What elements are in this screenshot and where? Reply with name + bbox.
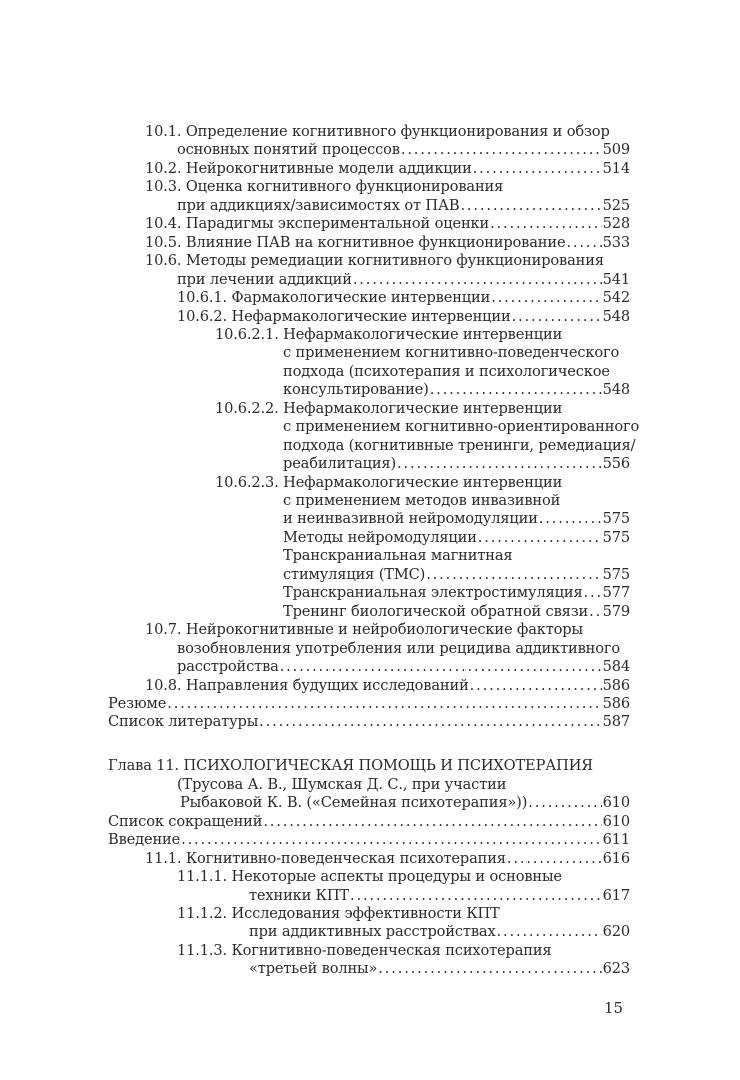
toc-entry-text: 10.6.2.1. Нефармакологические интервенции [215, 325, 563, 343]
toc-line [145, 850, 630, 869]
toc-entry-text: 10.4. Парадигмы экспериментальной оценки [145, 215, 490, 233]
toc-page-number: 575 [602, 528, 630, 546]
toc-entry-text: Список сокращений [108, 812, 263, 830]
toc-line [145, 252, 630, 271]
toc-entry-text: 11.1. Когнитивно-поведенческая психотерапия [145, 849, 506, 867]
toc-entry-text: Транскраниальная электростимуляция [283, 584, 583, 602]
toc-entry-text: основных понятий процессов [177, 141, 400, 159]
toc-page-number: 586 [602, 694, 630, 712]
toc-entry-text: 10.6.2. Нефармакологические интервенции [177, 307, 511, 325]
toc-entry-text: стимуляция (ТМС) [283, 565, 426, 583]
toc-line [177, 308, 630, 327]
dot-leader [491, 289, 601, 306]
toc-line [108, 831, 630, 850]
toc-entry-text: Глава 11. ПСИХОЛОГИЧЕСКАЯ ПОМОЩЬ И ПСИХОТЕРАПИЯ [108, 757, 593, 775]
dot-leader [460, 197, 601, 214]
dot-leader [512, 308, 602, 325]
toc-page-number: 586 [602, 676, 630, 694]
toc-line [177, 640, 630, 659]
dot-leader [430, 381, 602, 398]
dot-leader [353, 271, 602, 288]
page-number: 15 [604, 999, 624, 1017]
dot-leader [507, 850, 602, 867]
toc-line [145, 178, 630, 197]
toc-line [177, 942, 630, 961]
toc-entry-text: с применением когнитивно-ориентированного [283, 418, 640, 436]
toc-entry-text: 10.1. Определение когнитивного функционирования и обзор [145, 123, 610, 140]
toc-entry-text: при лечении аддикций [177, 270, 352, 288]
toc-line [249, 960, 630, 979]
dot-leader [566, 234, 601, 251]
toc-page-number: 514 [602, 159, 630, 177]
toc-page-number: 533 [602, 233, 630, 251]
dot-leader [584, 584, 602, 601]
toc-entry-text: Список литературы [108, 713, 259, 731]
toc-page-number: 548 [602, 381, 630, 399]
toc-line [215, 474, 630, 493]
toc-line [177, 289, 630, 308]
toc-line [177, 197, 630, 216]
toc-entry-text: «третьей волны» [249, 960, 378, 978]
toc-line [283, 455, 630, 474]
toc-page-number: 616 [602, 849, 630, 867]
dot-leader [478, 529, 602, 546]
toc-page-number: 617 [602, 886, 630, 904]
toc-page-number: 548 [602, 307, 630, 325]
toc-entry-text: 10.6.1. Фармакологические интервенции [177, 289, 491, 307]
toc-entry-text: реабилитация) [283, 455, 397, 473]
dot-leader [397, 455, 602, 472]
toc-line [145, 234, 630, 253]
toc-entry-text: 10.2. Нейрокогнитивные модели аддикции [145, 159, 472, 177]
toc-page-number: 584 [602, 658, 630, 676]
toc-entry-text: с применением когнитивно-поведенческого [283, 344, 620, 362]
toc-page-number: 623 [602, 960, 630, 978]
toc-entry-text: Резюме [108, 694, 167, 712]
toc-page-number: 528 [602, 215, 630, 233]
toc-line [180, 794, 630, 813]
toc-line [108, 813, 630, 832]
toc-entry-text: 10.8. Направления будущих исследований [145, 676, 469, 694]
toc-line [177, 905, 630, 924]
toc-entry-text: и неинвазивной нейромодуляции [283, 510, 538, 528]
toc-line [249, 923, 630, 942]
toc-page-number: 575 [602, 510, 630, 528]
toc-entry-text: подхода (психотерапия и психологическое [283, 362, 610, 380]
dot-leader [350, 887, 602, 904]
toc-page-number: 541 [602, 270, 630, 288]
toc-line [283, 603, 630, 622]
toc-line [283, 492, 630, 511]
toc-entry-text: возобновления употребления или рецидива аддиктивного [177, 639, 621, 657]
toc-line [283, 547, 630, 566]
dot-leader [470, 677, 602, 694]
toc-entry-text: 10.6.2.3. Нефармакологические интервенции [215, 473, 563, 491]
toc-page-number: 579 [602, 602, 630, 620]
toc-line [177, 776, 630, 795]
toc-page-number: 610 [602, 812, 630, 830]
toc-entry-text: 10.5. Влияние ПАВ на когнитивное функционирование [145, 233, 566, 251]
toc-entry-text: Введение [108, 831, 181, 849]
toc-line [283, 363, 630, 382]
toc-entry-text: при аддикциях/зависимостях от ПАВ [177, 196, 460, 214]
toc-page-number: 542 [602, 289, 630, 307]
toc-entry-text: 10.7. Нейрокогнитивные и нейробиологические факторы [145, 621, 583, 639]
toc-entry-text: 10.3. Оценка когнитивного функционирования [145, 178, 504, 196]
toc-line [283, 510, 630, 529]
toc-entry-text: расстройства [177, 658, 279, 676]
toc-entry-text: 11.1.1. Некоторые аспекты процедуры и основные [177, 868, 562, 886]
toc-entry-text: 11.1.3. Когнитивно-поведенческая психотерапия [177, 941, 552, 959]
dot-leader [426, 566, 601, 583]
toc-line [215, 400, 630, 419]
toc-line [283, 584, 630, 603]
toc-line [145, 160, 630, 179]
toc-page-number: 556 [602, 455, 630, 473]
toc-entry-text: 11.1.2. Исследования эффективности КПТ [177, 904, 500, 922]
dot-leader [259, 713, 601, 730]
toc-entry-text: Тренинг биологической обратной связи [283, 602, 589, 620]
toc-entry-text: подхода (когнитивные тренинги, ремедиация/ [283, 436, 636, 454]
toc-line [145, 215, 630, 234]
toc-page-number: 611 [602, 831, 630, 849]
dot-leader [497, 923, 602, 940]
toc-line [283, 344, 630, 363]
dot-leader [473, 160, 602, 177]
toc-line [177, 658, 630, 677]
toc-page-number: 620 [602, 923, 630, 941]
dot-leader [401, 141, 602, 158]
toc-line [283, 436, 636, 456]
toc-line [215, 326, 630, 345]
dot-leader [181, 831, 602, 848]
toc-line [108, 757, 630, 776]
toc-page-number: 577 [602, 584, 630, 602]
toc-page-number: 509 [602, 141, 630, 159]
toc-line [177, 271, 630, 290]
toc-entry-text: Рыбаковой К. В. («Семейная психотерапия»)) [180, 794, 528, 812]
toc-entry-text: 10.6. Методы ремедиации когнитивного функционирования [145, 252, 604, 270]
toc-line [249, 887, 630, 906]
toc-line [145, 123, 630, 142]
toc-line [145, 621, 630, 640]
toc-page-number: 575 [602, 565, 630, 583]
toc-entry-text: с применением методов инвазивной [283, 492, 561, 509]
toc-line [108, 695, 630, 714]
toc-line [177, 868, 630, 887]
dot-leader [539, 510, 602, 527]
dot-leader [263, 813, 601, 830]
dot-leader [280, 658, 602, 675]
dot-leader [167, 695, 601, 712]
toc-line [283, 529, 630, 548]
toc-entry-text: при аддиктивных расстройствах [249, 923, 496, 941]
toc-line [283, 566, 630, 585]
dot-leader [378, 960, 601, 977]
toc-entry-text: 10.6.2.2. Нефармакологические интервенции [215, 399, 563, 417]
toc-line [283, 418, 640, 437]
toc-page-number: 587 [602, 713, 630, 731]
toc-page-number: 610 [602, 794, 630, 812]
dot-leader [589, 603, 602, 620]
toc-line [145, 677, 630, 696]
toc-entry-text: консультирование) [283, 381, 429, 399]
dot-leader [528, 794, 601, 811]
toc-line [177, 141, 630, 160]
toc-line [283, 381, 630, 400]
toc-entry-text: Методы нейромодуляции [283, 528, 477, 546]
toc-line [108, 713, 630, 732]
toc-page-number: 525 [602, 196, 630, 214]
dot-leader [490, 215, 602, 232]
toc-entry-text: техники КПТ [249, 886, 349, 904]
toc-entry-text: (Трусова А. В., Шумская Д. С., при участии [177, 775, 507, 793]
toc-entry-text: Транскраниальная магнитная [283, 547, 513, 565]
